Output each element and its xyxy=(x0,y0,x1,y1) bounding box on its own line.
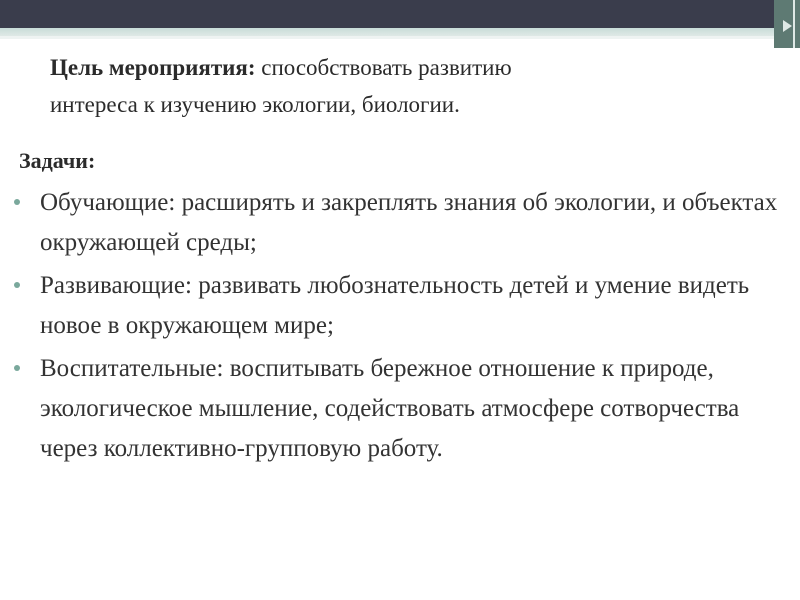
goal-line-1: способствовать развитию xyxy=(255,55,512,80)
list-item xyxy=(14,349,784,469)
task-list xyxy=(14,183,784,472)
arrow-right-icon xyxy=(783,20,792,32)
goal-text xyxy=(50,49,750,123)
task-text-learning: Обучающие: расширять и закреплять знания об экологии, и объектах окружающей среды; xyxy=(40,189,778,256)
goal-line-2: интереса к изучению экологии, биологии. xyxy=(50,92,460,117)
corner-decoration xyxy=(774,0,800,48)
header-band xyxy=(0,0,800,28)
tasks-heading: Задачи: xyxy=(19,148,96,173)
task-text-developing: Развивающие: развивать любознательность детей и умение видеть новое в окружающем мире; xyxy=(40,272,750,339)
header-accent-stripe xyxy=(0,28,800,36)
bullet-icon xyxy=(14,282,20,288)
header-accent-stripe-light xyxy=(0,36,800,39)
bullet-icon xyxy=(14,199,20,205)
task-text-educational: Воспитательные: воспитывать бережное отношение к природе, экологическое мышление, содействовать атмосфере сотворчества через коллективно-групповую работу. xyxy=(40,355,740,462)
goal-label: Цель мероприятия: xyxy=(50,55,256,80)
list-item xyxy=(14,183,784,263)
corner-line xyxy=(793,0,795,48)
bullet-icon xyxy=(14,365,20,371)
list-item xyxy=(14,266,784,346)
